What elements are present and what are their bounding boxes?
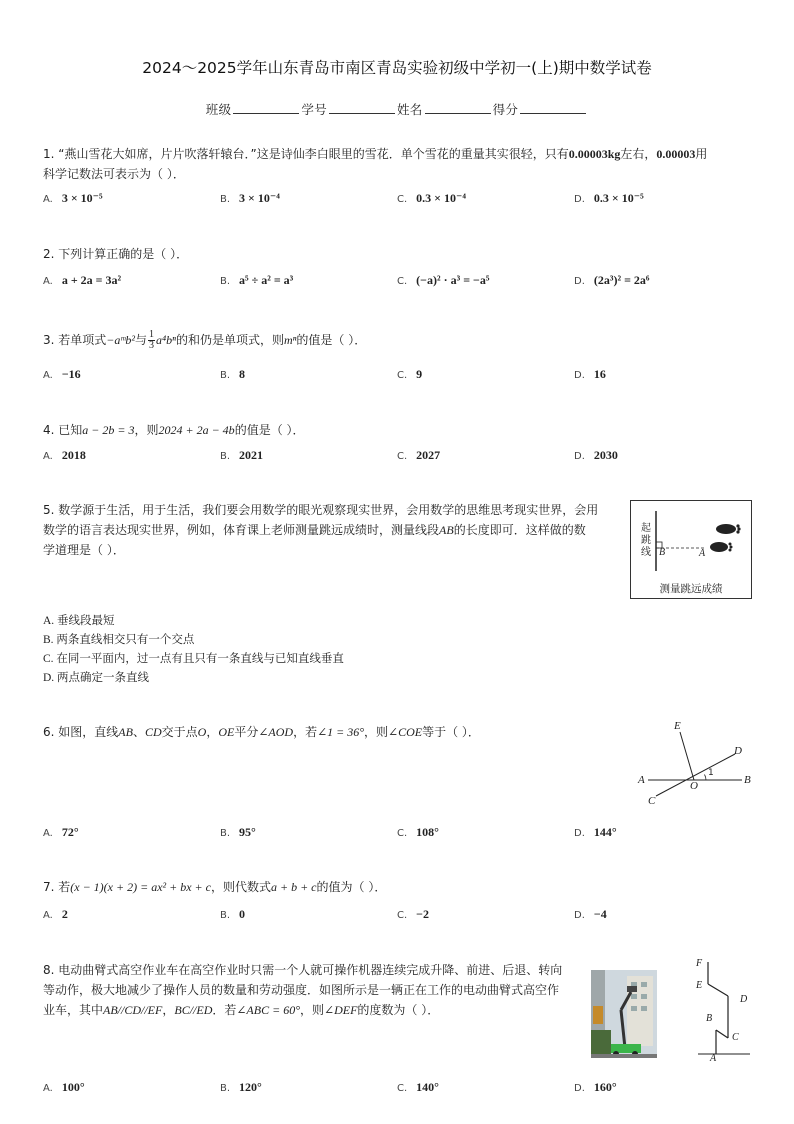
- name-label: 姓名: [397, 102, 423, 117]
- score-blank[interactable]: [520, 103, 586, 114]
- label-b: B: [659, 547, 666, 558]
- q5-option-d[interactable]: D. 两点确定一条直线: [43, 672, 150, 684]
- question-2: 2. 下列计算正确的是（ ）．: [43, 247, 189, 261]
- number-blank[interactable]: [329, 103, 395, 114]
- class-label: 班级: [205, 102, 232, 117]
- q6-option-a[interactable]: A. 72°: [43, 825, 79, 839]
- q7-option-b[interactable]: B. 0: [220, 907, 246, 921]
- q8-option-c[interactable]: C. 140°: [397, 1080, 439, 1094]
- q7-option-a[interactable]: A. 2: [43, 907, 68, 921]
- q4-option-a[interactable]: A. 2018: [43, 448, 86, 462]
- q1-stem: 1. “燕山雪花大如席，片片吹落轩辕台．”这是诗仙李白眼里的雪花．单个雪花的重量其实很轻，只有: [43, 147, 569, 161]
- q1-option-d[interactable]: D. 0.3 × 10⁻⁵: [574, 191, 644, 205]
- student-info-line: [0, 100, 794, 118]
- question-8: 8. 电动曲臂式高空作业车在高空作业时只需一个人就可操作机器连续完成升降、前进、后退、转向 等动作，极大地减少了操作人员的数量和劳动强度．如图所示是一辆正在工作的电动曲臂式高空作 业车，其中AB//CD//EF，BC//ED．若∠ABC = 60°，则∠DEF的度数为（ ）．: [43, 963, 563, 1017]
- aerial-work-vehicle-photo: [591, 970, 657, 1058]
- page-title: 2024～2025学年山东青岛市南区青岛实验初级中学初一(上)期中数学试卷: [142, 59, 652, 77]
- q5-option-c[interactable]: C. 在同一平面内，过一点有且只有一条直线与已知直线垂直: [43, 653, 344, 665]
- q1-option-b[interactable]: B. 3 × 10⁻⁴: [220, 191, 280, 205]
- q8-option-a[interactable]: A. 100°: [43, 1080, 85, 1094]
- number-label: 学号: [301, 102, 327, 117]
- class-blank[interactable]: [233, 103, 299, 114]
- q5-option-b[interactable]: B. 两条直线相交只有一个交点: [43, 634, 195, 646]
- score-label: 得分: [492, 102, 519, 117]
- question-5: 5. 数学源于生活，用于生活，我们要会用数学的眼光观察现实世界，会用数学的思维思考现实世界，会用 数学的语言表达现实世界，例如，体育课上老师测量跳远成绩时，测量线段AB的长度即可．这样做的数 学道理是（ ）．: [43, 503, 599, 557]
- bent-arm-diagram: [690, 958, 756, 1066]
- q2-option-d[interactable]: D. (2a³)² = 2a⁶: [574, 273, 650, 287]
- angle-figure: E D A B C O 1: [630, 718, 760, 810]
- q6-option-c[interactable]: C. 108°: [397, 825, 439, 839]
- q4-option-d[interactable]: D. 2030: [574, 448, 618, 462]
- q1-option-c[interactable]: C. 0.3 × 10⁻⁴: [397, 191, 466, 205]
- q5-option-a[interactable]: A. 垂线段最短: [43, 615, 115, 627]
- q1-option-a[interactable]: A. 3 × 10⁻⁵: [43, 191, 103, 205]
- q2-option-b[interactable]: B. a⁵ ÷ a² = a³: [220, 273, 294, 287]
- footprint-icon: [716, 524, 736, 534]
- q4-option-c[interactable]: C. 2027: [397, 448, 441, 462]
- q4-option-b[interactable]: B. 2021: [220, 448, 264, 462]
- q8-option-d[interactable]: D. 160°: [574, 1080, 617, 1094]
- q3-option-d[interactable]: D. 16: [574, 367, 606, 381]
- question-1: 1. “燕山雪花大如席，片片吹落轩辕台．”这是诗仙李白眼里的雪花．单个雪花的重量其实很轻，只有0.00003kg左右，0.00003用 科学记数法可表示为（ ）．: [43, 147, 708, 181]
- question-3: 3. 若单项式−aᵐb²与 $\frac{1}{3}$ a⁴bⁿ的和仍是单项式，则mⁿ的值是（ ）．: [43, 329, 367, 351]
- question-6: 6. 如图，直线AB、CD交于点O，OE平分∠AOD，若∠1 = 36°，则∠COE等于（ ）．: [43, 725, 480, 739]
- question-4: 4. 已知a − 2b = 3，则2024 + 2a − 4b的值是（ ）．: [43, 423, 305, 437]
- q7-option-c[interactable]: C. −2: [397, 907, 430, 921]
- label-a: A: [699, 548, 706, 559]
- q2-option-a[interactable]: A. a + 2a = 3a²: [43, 273, 122, 287]
- footprint-icon: [710, 542, 728, 552]
- q3-option-c[interactable]: C. 9: [397, 367, 423, 381]
- q3-option-b[interactable]: B. 8: [220, 367, 246, 381]
- bent-arm-figure: F E D B C A: [690, 958, 756, 1066]
- q6-option-d[interactable]: D. 144°: [574, 825, 617, 839]
- vehicle-photo-icon: [591, 970, 657, 1058]
- long-jump-figure: [630, 500, 752, 599]
- q3-option-a[interactable]: A. −16: [43, 367, 81, 381]
- q2-option-c[interactable]: C. (−a)² · a³ = −a⁵: [397, 273, 490, 287]
- q8-option-b[interactable]: B. 120°: [220, 1080, 262, 1094]
- q7-option-d[interactable]: D. −4: [574, 907, 607, 921]
- name-blank[interactable]: [425, 103, 491, 114]
- fraction: $\frac{1}{3}$: [148, 329, 154, 351]
- jump-line-label: 起跳线: [641, 523, 651, 558]
- q6-option-b[interactable]: B. 95°: [220, 825, 256, 839]
- figure-caption: 测量跳远成绩: [659, 584, 723, 595]
- question-7: 7. 若(x − 1)(x + 2) = ax² + bx + c，则代数式a + b + c的值为（ ）．: [43, 880, 387, 894]
